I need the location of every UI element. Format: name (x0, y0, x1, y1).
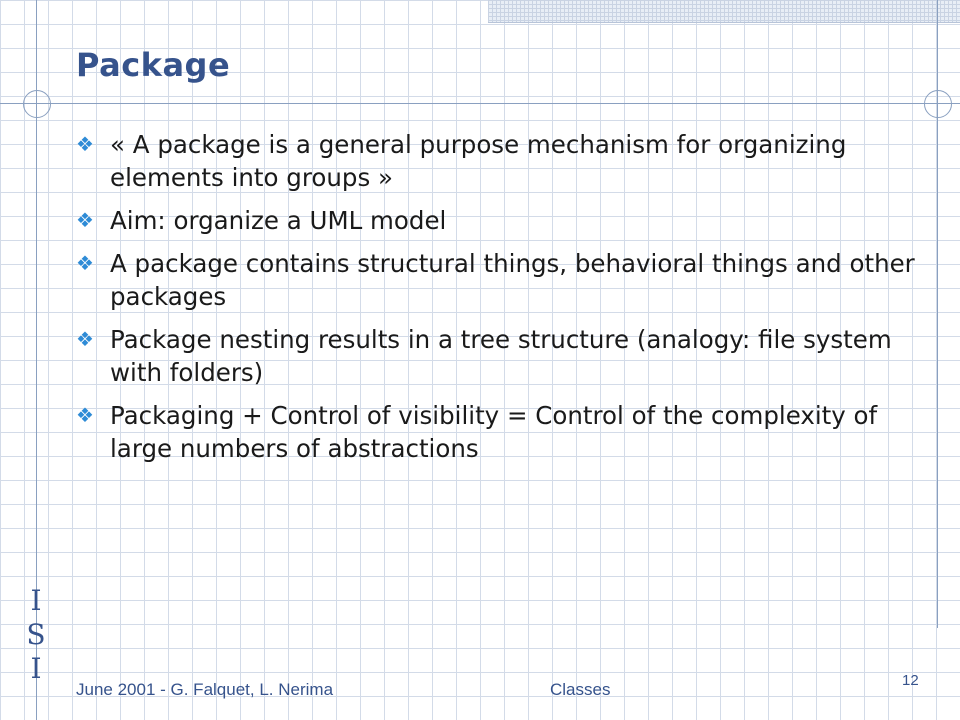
bullet-item (76, 399, 916, 465)
four-diamond-bullet-icon: ❖ (76, 208, 94, 232)
bullet-text: Package nesting results in a tree structure (analogy: file system with folders) (110, 325, 892, 387)
page-number: 12 (902, 672, 919, 689)
logo-letter: I (30, 584, 42, 617)
left-ring-ornament (23, 90, 51, 118)
bullet-text: A package contains structural things, behavioral things and other packages (110, 249, 915, 311)
isi-logo (26, 584, 46, 686)
bullet-item (76, 247, 916, 313)
bullet-text: Packaging + Control of visibility = Control of the complexity of large numbers of abstractions (110, 401, 878, 463)
logo-letter: I (30, 652, 42, 685)
four-diamond-bullet-icon: ❖ (76, 403, 94, 427)
four-diamond-bullet-icon: ❖ (76, 132, 94, 156)
bullet-item (76, 204, 916, 237)
bullet-item (76, 323, 916, 389)
bullet-item (76, 128, 916, 194)
footer-section: Classes (550, 680, 611, 699)
four-diamond-bullet-icon: ❖ (76, 327, 94, 351)
bullet-text: « A package is a general purpose mechanism for organizing elements into groups » (110, 130, 847, 192)
title-rule-line (0, 103, 960, 104)
four-diamond-bullet-icon: ❖ (76, 251, 94, 275)
logo-letter: S (26, 618, 46, 651)
bullet-text: Aim: organize a UML model (110, 206, 447, 235)
right-ring-ornament (924, 90, 952, 118)
footer-authors: June 2001 - G. Falquet, L. Nerima (76, 680, 334, 699)
bullet-list (76, 128, 916, 475)
slide-title: Package (76, 46, 231, 84)
header-pattern-block (488, 0, 960, 23)
